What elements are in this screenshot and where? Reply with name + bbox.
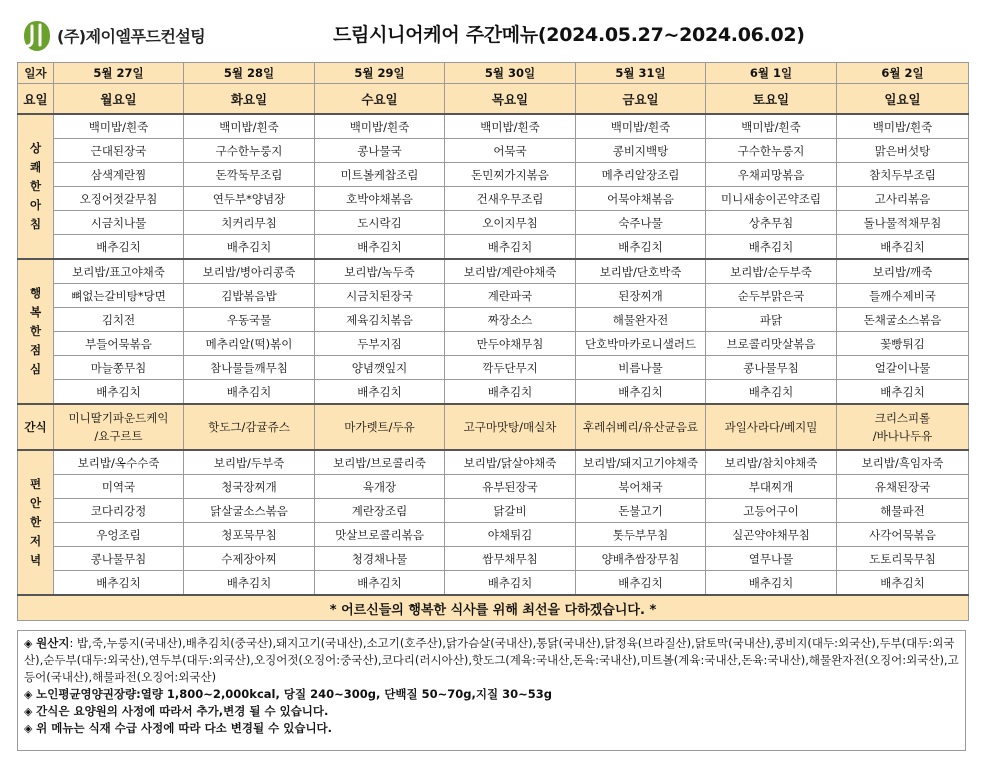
dinner-row	[18, 523, 969, 547]
dinner-dish: 닭갈비	[445, 499, 576, 523]
breakfast-dish: 백미밥/흰죽	[445, 114, 576, 139]
origin-label: 원산지	[36, 636, 70, 650]
snack-item	[837, 404, 969, 450]
lunch-row	[18, 259, 969, 284]
dinner-dish: 코다리강정	[54, 499, 184, 523]
lunch-dish: 비름나물	[576, 356, 706, 380]
lunch-dish: 파닭	[706, 308, 837, 332]
breakfast-label	[18, 114, 54, 259]
date-cell: 6월 2일	[837, 63, 969, 84]
lunch-dish: 양념깻잎지	[315, 356, 445, 380]
lunch-dish: 해물완자전	[576, 308, 706, 332]
date-row	[18, 63, 969, 84]
lunch-dish: 배추김치	[576, 380, 706, 405]
lunch-dish: 깍두단무지	[445, 356, 576, 380]
lunch-dish: 우동국물	[184, 308, 315, 332]
lunch-dish: 두부지짐	[315, 332, 445, 356]
dinner-dish: 맛살브로콜리볶음	[315, 523, 445, 547]
label-char: 한	[29, 179, 42, 193]
dinner-dish: 보리밥/돼지고기야채죽	[576, 450, 706, 475]
lunch-dish: 배추김치	[706, 380, 837, 405]
dinner-dish: 보리밥/참치야채죽	[706, 450, 837, 475]
snack-label: 간식	[18, 404, 54, 450]
label-char: 녁	[29, 553, 42, 567]
weekday-cell: 목요일	[445, 84, 576, 115]
lunch-dish: 보리밥/순두부죽	[706, 259, 837, 284]
dinner-dish: 보리밥/옥수수죽	[54, 450, 184, 475]
snack-line: 고구마맛탕/매실차	[463, 420, 557, 434]
dinner-dish: 실곤약야채무침	[706, 523, 837, 547]
dinner-dish: 육개장	[315, 475, 445, 499]
lunch-dish: 돈채굴소스볶음	[837, 308, 969, 332]
breakfast-dish: 치커리무침	[184, 211, 315, 235]
lunch-dish: 콩나물무침	[706, 356, 837, 380]
lunch-dish: 얼갈이나물	[837, 356, 969, 380]
label-char: 점	[29, 343, 42, 357]
lunch-dish: 짜장소스	[445, 308, 576, 332]
breakfast-dish: 배추김치	[837, 235, 969, 260]
lunch-dish: 보리밥/깨죽	[837, 259, 969, 284]
lunch-dish: 배추김치	[445, 380, 576, 405]
date-cell: 5월 30일	[445, 63, 576, 84]
breakfast-dish: 콩나물국	[315, 139, 445, 163]
breakfast-dish: 돈깍둑무조림	[184, 163, 315, 187]
breakfast-dish: 배추김치	[706, 235, 837, 260]
lunch-row	[18, 380, 969, 405]
lunch-row	[18, 356, 969, 380]
dinner-dish: 양배추쌈장무침	[576, 547, 706, 571]
lunch-dish: 보리밥/녹두죽	[315, 259, 445, 284]
date-cell: 5월 29일	[315, 63, 445, 84]
breakfast-dish: 돈민찌가지볶음	[445, 163, 576, 187]
dinner-dish: 열무나물	[706, 547, 837, 571]
dinner-dish: 해물파전	[837, 499, 969, 523]
weekday-cell: 월요일	[54, 84, 184, 115]
lunch-dish: 브로콜리맛살볶음	[706, 332, 837, 356]
snack-change-text: 간식은 요양원의 사정에 따라서 추가,변경 될 수 있습니다.	[36, 704, 329, 718]
dinner-dish: 계란장조림	[315, 499, 445, 523]
company-name: (주)제이엘푸드컨설팅	[57, 27, 206, 46]
label-char: 상	[29, 141, 42, 155]
lunch-dish: 배추김치	[184, 380, 315, 405]
dinner-row	[18, 475, 969, 499]
dinner-dish: 돈불고기	[576, 499, 706, 523]
dinner-dish: 배추김치	[184, 571, 315, 596]
dinner-dish: 보리밥/흑임자죽	[837, 450, 969, 475]
label-char: 행	[29, 286, 42, 300]
breakfast-row	[18, 114, 969, 139]
page-header	[0, 0, 986, 60]
breakfast-dish: 호박야채볶음	[315, 187, 445, 211]
breakfast-dish: 어묵야채볶음	[576, 187, 706, 211]
lunch-dish: 배추김치	[315, 380, 445, 405]
breakfast-dish: 구수한누룽지	[706, 139, 837, 163]
lunch-row	[18, 284, 969, 308]
dinner-dish: 우엉조림	[54, 523, 184, 547]
breakfast-dish: 배추김치	[576, 235, 706, 260]
breakfast-row	[18, 235, 969, 260]
notes-box	[17, 630, 966, 751]
snack-line: 마가렛트/두유	[344, 420, 415, 434]
dinner-dish: 닭살굴소스볶음	[184, 499, 315, 523]
lunch-dish: 보리밥/병아리콩죽	[184, 259, 315, 284]
breakfast-dish: 배추김치	[315, 235, 445, 260]
dinner-dish: 톳두부무침	[576, 523, 706, 547]
dinner-dish: 도토리묵무침	[837, 547, 969, 571]
dinner-dish: 유채된장국	[837, 475, 969, 499]
breakfast-dish: 건새우무조림	[445, 187, 576, 211]
breakfast-dish: 백미밥/흰죽	[54, 114, 184, 139]
lunch-dish: 계란파국	[445, 284, 576, 308]
weekday-cell: 토요일	[706, 84, 837, 115]
lunch-label	[18, 259, 54, 404]
lunch-dish: 보리밥/단호박죽	[576, 259, 706, 284]
weekday-header: 요일	[18, 84, 54, 115]
snack-item	[184, 404, 315, 450]
dinner-label	[18, 450, 54, 595]
footer-row	[18, 595, 969, 621]
dinner-dish: 야채튀김	[445, 523, 576, 547]
dinner-dish: 배추김치	[445, 571, 576, 596]
weekday-cell: 금요일	[576, 84, 706, 115]
breakfast-dish: 고사리볶음	[837, 187, 969, 211]
origin-text: : 밥,죽,누룽지(국내산),배추김치(중국산),돼지고기(국내산),소고기(호주산),닭가슴살(국내산),통닭(국내산),닭정육(브라질산),닭토막(국내산),콩비지(대두:외국산),두부(대두:외국산),순두부(대두:외국산),연두부(대두:외국산),오징어젓(오징어:중국산),코다리(러시아산),핫도그(계육:국내산,돈육:국내산),미트볼(계육:국내산,돈육:국내산),해물완자전(오징어:외국산),고등어(국내산),해물파전(오징어:외국산)	[24, 636, 959, 684]
label-char: 침	[29, 217, 42, 231]
breakfast-dish: 백미밥/흰죽	[576, 114, 706, 139]
dinner-row	[18, 499, 969, 523]
date-cell: 5월 31일	[576, 63, 706, 84]
breakfast-dish: 백미밥/흰죽	[837, 114, 969, 139]
lunch-dish: 보리밥/표고야채죽	[54, 259, 184, 284]
bullet-icon: ◈	[24, 637, 33, 650]
dinner-dish: 배추김치	[54, 571, 184, 596]
dinner-row	[18, 571, 969, 596]
label-char: 저	[29, 534, 42, 548]
lunch-dish: 김밥볶음밥	[184, 284, 315, 308]
footer-message: * 어르신들의 행복한 식사를 위해 최선을 다하겠습니다. *	[18, 595, 969, 621]
breakfast-row	[18, 163, 969, 187]
date-cell: 5월 28일	[184, 63, 315, 84]
weekday-cell: 일요일	[837, 84, 969, 115]
snack-line: 미니딸기파운드케익	[68, 411, 169, 425]
breakfast-row	[18, 139, 969, 163]
breakfast-dish: 구수한누룽지	[184, 139, 315, 163]
snack-row	[18, 404, 969, 450]
snack-line: 과일사라다/베지밀	[724, 420, 818, 434]
dinner-dish: 배추김치	[576, 571, 706, 596]
label-char: 심	[29, 362, 42, 376]
breakfast-dish: 맑은버섯탕	[837, 139, 969, 163]
breakfast-row	[18, 187, 969, 211]
snack-item	[576, 404, 706, 450]
breakfast-dish: 백미밥/흰죽	[184, 114, 315, 139]
bullet-icon: ◈	[24, 705, 33, 718]
snack-item	[445, 404, 576, 450]
menu-change-note	[24, 720, 959, 737]
nutrition-text: 노인평균영양권장량:열량 1,800~2,000kcal, 당질 240~300g, 단백질 50~70g,지질 30~53g	[36, 687, 552, 701]
weekly-menu-table	[17, 62, 969, 621]
dinner-dish: 콩나물무침	[54, 547, 184, 571]
breakfast-dish: 시금치나물	[54, 211, 184, 235]
bullet-icon: ◈	[24, 688, 33, 701]
date-header: 일자	[18, 63, 54, 84]
breakfast-dish: 미트볼케찹조림	[315, 163, 445, 187]
lunch-dish: 마늘쫑무침	[54, 356, 184, 380]
breakfast-dish: 백미밥/흰죽	[706, 114, 837, 139]
label-char: 편	[29, 477, 42, 491]
dinner-dish: 보리밥/닭살야채죽	[445, 450, 576, 475]
breakfast-dish: 연두부*양념장	[184, 187, 315, 211]
lunch-row	[18, 308, 969, 332]
lunch-dish: 부들어묵볶음	[54, 332, 184, 356]
dinner-dish: 청포묵무침	[184, 523, 315, 547]
dinner-dish: 사각어묵볶음	[837, 523, 969, 547]
dinner-dish: 북어채국	[576, 475, 706, 499]
snack-note	[24, 703, 959, 720]
dinner-dish: 미역국	[54, 475, 184, 499]
label-char: 쾌	[29, 160, 42, 174]
breakfast-dish: 메추리알장조림	[576, 163, 706, 187]
dinner-dish: 쌈무채무침	[445, 547, 576, 571]
lunch-dish: 된장찌개	[576, 284, 706, 308]
snack-line: /요구르트	[94, 429, 143, 443]
label-char: 복	[29, 305, 42, 319]
breakfast-dish: 우채피망볶음	[706, 163, 837, 187]
snack-item	[706, 404, 837, 450]
jl-logo-icon	[22, 19, 52, 53]
breakfast-dish: 배추김치	[54, 235, 184, 260]
dinner-dish: 배추김치	[706, 571, 837, 596]
page-title: 드림시니어케어 주간메뉴(2024.05.27~2024.06.02)	[333, 24, 805, 46]
menu-change-text: 위 메뉴는 식재 수급 사정에 따라 다소 변경될 수 있습니다.	[36, 721, 333, 735]
breakfast-dish: 돌나물적채무침	[837, 211, 969, 235]
dinner-dish: 배추김치	[837, 571, 969, 596]
lunch-dish: 배추김치	[837, 380, 969, 405]
nutrition-note	[24, 686, 959, 703]
breakfast-dish: 숙주나물	[576, 211, 706, 235]
date-cell: 6월 1일	[706, 63, 837, 84]
dinner-row	[18, 450, 969, 475]
breakfast-dish: 콩비지백탕	[576, 139, 706, 163]
breakfast-dish: 상추무침	[706, 211, 837, 235]
snack-item	[54, 404, 184, 450]
lunch-dish: 배추김치	[54, 380, 184, 405]
dinner-dish: 청국장찌개	[184, 475, 315, 499]
label-char: 안	[29, 496, 42, 510]
dinner-dish: 수제장아찌	[184, 547, 315, 571]
lunch-dish: 순두부맑은국	[706, 284, 837, 308]
breakfast-dish: 백미밥/흰죽	[315, 114, 445, 139]
dinner-dish: 보리밥/두부죽	[184, 450, 315, 475]
lunch-dish: 제육김치볶음	[315, 308, 445, 332]
dinner-dish: 유부된장국	[445, 475, 576, 499]
weekday-row	[18, 84, 969, 115]
lunch-dish: 메추리알(떡)볶이	[184, 332, 315, 356]
breakfast-dish: 미니새송이곤약조림	[706, 187, 837, 211]
dinner-dish: 고등어구이	[706, 499, 837, 523]
dinner-dish: 보리밥/브로콜리죽	[315, 450, 445, 475]
snack-item	[315, 404, 445, 450]
lunch-dish: 참나물들깨무침	[184, 356, 315, 380]
breakfast-dish: 어묵국	[445, 139, 576, 163]
weekday-cell: 수요일	[315, 84, 445, 115]
lunch-dish: 시금치된장국	[315, 284, 445, 308]
lunch-dish: 보리밥/계란야채죽	[445, 259, 576, 284]
label-char: 한	[29, 515, 42, 529]
bullet-icon: ◈	[24, 722, 33, 735]
breakfast-dish: 근대된장국	[54, 139, 184, 163]
lunch-dish: 뼈없는갈비탕*당면	[54, 284, 184, 308]
breakfast-dish: 배추김치	[445, 235, 576, 260]
dinner-dish: 배추김치	[315, 571, 445, 596]
lunch-dish: 들깨수제비국	[837, 284, 969, 308]
breakfast-dish: 배추김치	[184, 235, 315, 260]
lunch-dish: 단호박마카로니샐러드	[576, 332, 706, 356]
breakfast-dish: 참치두부조림	[837, 163, 969, 187]
breakfast-dish: 오징어젓갈무침	[54, 187, 184, 211]
lunch-dish: 김치전	[54, 308, 184, 332]
dinner-row	[18, 547, 969, 571]
date-cell: 5월 27일	[54, 63, 184, 84]
dinner-dish: 청경채나물	[315, 547, 445, 571]
breakfast-row	[18, 211, 969, 235]
lunch-row	[18, 332, 969, 356]
origin-note	[24, 635, 959, 686]
label-char: 한	[29, 324, 42, 338]
breakfast-dish: 삼색계란찜	[54, 163, 184, 187]
lunch-dish: 만두야채무침	[445, 332, 576, 356]
breakfast-dish: 도시락김	[315, 211, 445, 235]
breakfast-dish: 오이지무침	[445, 211, 576, 235]
snack-line: 핫도그/감귤쥬스	[208, 420, 290, 434]
dinner-dish: 부대찌개	[706, 475, 837, 499]
snack-line: 크리스피롤	[874, 411, 931, 425]
snack-line: /바나나두유	[872, 429, 933, 443]
lunch-dish: 꽃빵튀김	[837, 332, 969, 356]
label-char: 아	[29, 198, 42, 212]
snack-line: 후레쉬베리/유산균음료	[583, 420, 698, 434]
weekday-cell: 화요일	[184, 84, 315, 115]
